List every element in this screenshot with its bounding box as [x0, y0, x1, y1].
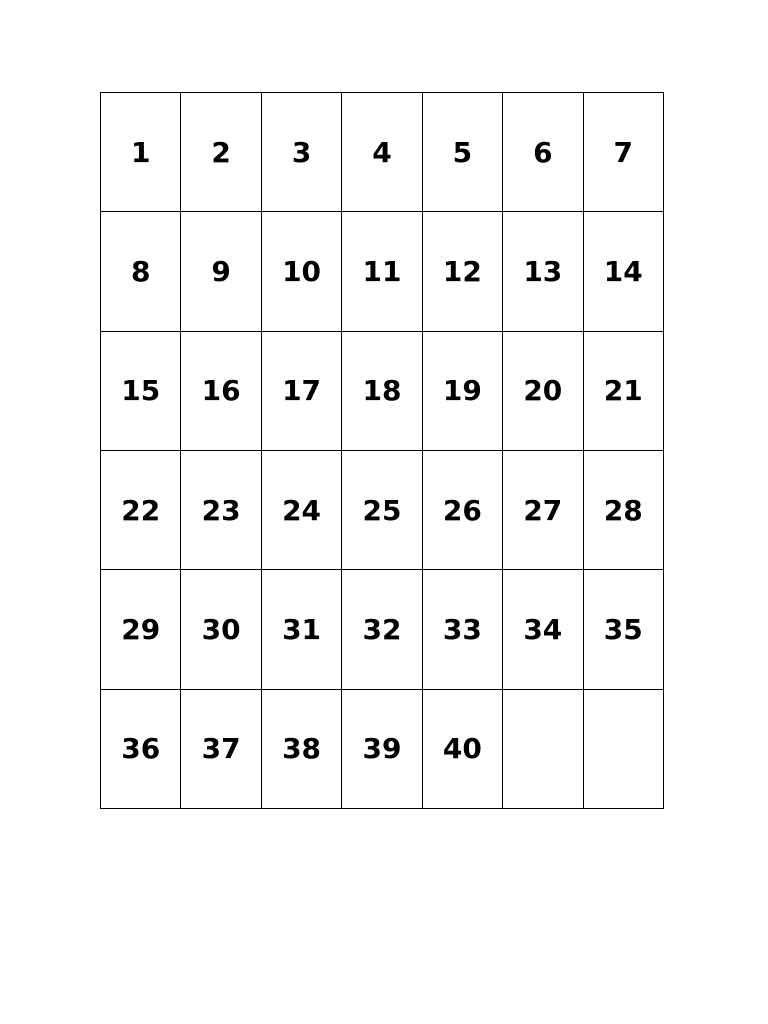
number-cell: 40: [422, 689, 502, 808]
number-cell: 28: [583, 450, 663, 569]
number-cell: 2: [181, 93, 261, 212]
grid-row: [101, 212, 664, 331]
number-cell: 9: [181, 212, 261, 331]
number-cell: 1: [101, 93, 181, 212]
number-cell: 8: [101, 212, 181, 331]
grid-row: [101, 93, 664, 212]
number-cell: 13: [503, 212, 583, 331]
number-cell: [583, 689, 663, 808]
number-grid: [100, 92, 664, 809]
number-cell: 6: [503, 93, 583, 212]
number-cell: 25: [342, 450, 422, 569]
number-cell: 10: [261, 212, 341, 331]
number-cell: 34: [503, 570, 583, 689]
number-cell: 38: [261, 689, 341, 808]
number-cell: 12: [422, 212, 502, 331]
number-cell: 22: [101, 450, 181, 569]
number-cell: 3: [261, 93, 341, 212]
number-cell: 21: [583, 331, 663, 450]
grid-row: [101, 331, 664, 450]
grid-row: [101, 450, 664, 569]
number-cell: 18: [342, 331, 422, 450]
number-cell: 11: [342, 212, 422, 331]
number-cell: 20: [503, 331, 583, 450]
number-cell: 4: [342, 93, 422, 212]
number-cell: 23: [181, 450, 261, 569]
number-cell: 37: [181, 689, 261, 808]
number-cell: [503, 689, 583, 808]
number-cell: 33: [422, 570, 502, 689]
number-cell: 26: [422, 450, 502, 569]
number-cell: 32: [342, 570, 422, 689]
number-cell: 16: [181, 331, 261, 450]
number-cell: 27: [503, 450, 583, 569]
number-cell: 35: [583, 570, 663, 689]
number-cell: 30: [181, 570, 261, 689]
grid-row: [101, 570, 664, 689]
number-cell: 15: [101, 331, 181, 450]
number-cell: 39: [342, 689, 422, 808]
number-cell: 29: [101, 570, 181, 689]
number-cell: 31: [261, 570, 341, 689]
number-cell: 17: [261, 331, 341, 450]
number-cell: 24: [261, 450, 341, 569]
number-cell: 19: [422, 331, 502, 450]
number-cell: 5: [422, 93, 502, 212]
number-grid-body: [101, 93, 664, 809]
number-cell: 14: [583, 212, 663, 331]
number-cell: 7: [583, 93, 663, 212]
number-cell: 36: [101, 689, 181, 808]
grid-row: [101, 689, 664, 808]
